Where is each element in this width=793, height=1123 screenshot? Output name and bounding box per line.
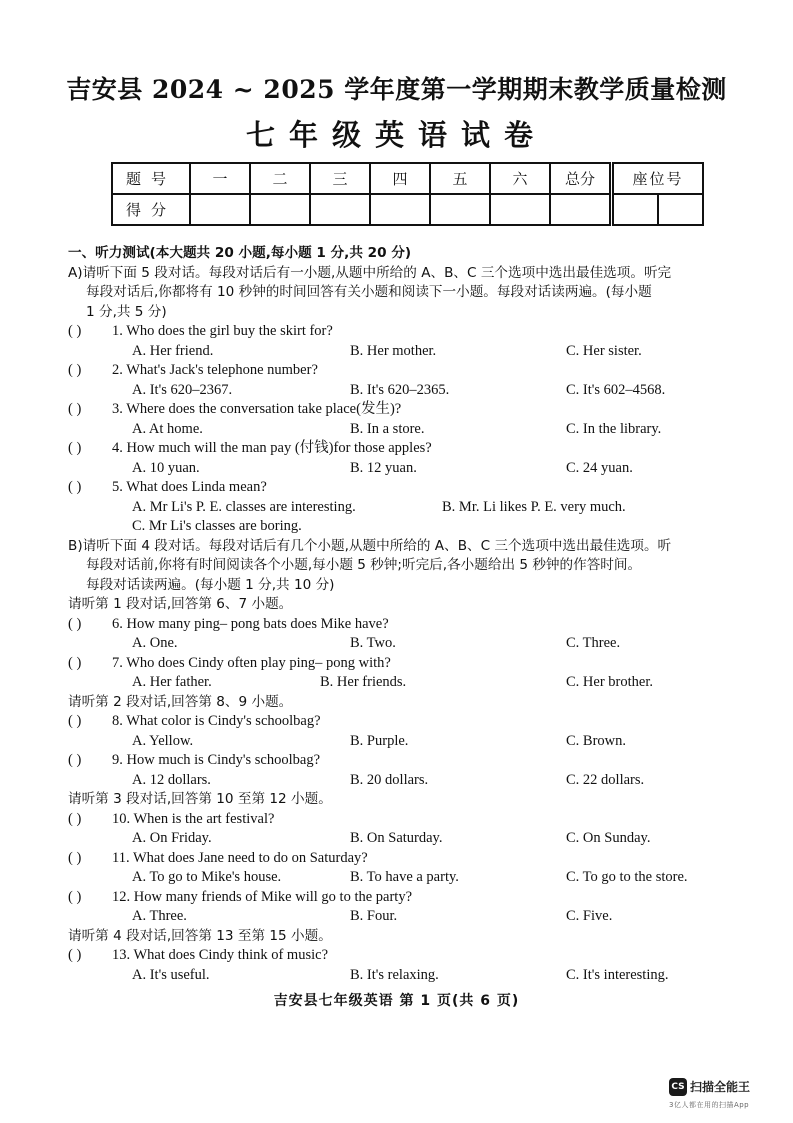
score-cell — [190, 194, 250, 225]
answer-blank[interactable]: ( ) — [68, 479, 82, 495]
options — [68, 966, 748, 986]
option-b: B. To have a party. — [350, 869, 459, 885]
seat-number-cell — [613, 194, 658, 225]
question — [68, 888, 748, 908]
camscanner-logo-icon: CS — [669, 1078, 687, 1096]
options — [68, 342, 748, 362]
question-text: 11. What does Jane need to do on Saturday? — [112, 849, 368, 866]
question — [68, 361, 748, 381]
options — [68, 420, 748, 440]
listening-section — [68, 244, 748, 985]
option-c: C. Five. — [566, 908, 613, 924]
option-b: B. Purple. — [350, 732, 409, 749]
answer-blank[interactable]: ( ) — [68, 401, 82, 417]
options — [68, 634, 748, 654]
option-a: A. One. — [132, 635, 178, 651]
option-a: A. On Friday. — [132, 830, 212, 846]
option-a: A. Yellow. — [132, 732, 194, 749]
answer-blank[interactable]: ( ) — [68, 323, 82, 339]
part-b-instruction: B)请听下面 4 段对话。每段对话后有几个小题,从题中所给的 A、B、C 三个选项中选出最佳选项。听 — [68, 537, 672, 554]
score-col-1: 一 — [190, 163, 250, 194]
question-text: 12. How many friends of Mike will go to the party? — [112, 888, 413, 905]
watermark-app-name: 扫描全能王 — [690, 1080, 751, 1094]
options — [68, 498, 748, 518]
exam-title: 吉安县 2024 ~ 2025 学年度第一学期期末教学质量检测 — [66, 75, 727, 104]
question-text: 7. Who does Cindy often play ping– pong with? — [112, 654, 391, 671]
score-table — [111, 162, 611, 226]
answer-blank[interactable]: ( ) — [68, 810, 82, 827]
option-b: B. It's 620–2365. — [350, 381, 450, 398]
exam-subtitle: 七年级英语试卷 — [245, 118, 547, 152]
dialog-heading: 请听第 3 段对话,回答第 10 至第 12 小题。 — [68, 791, 332, 807]
seat-number-label: 座位号 — [613, 163, 703, 194]
question — [68, 439, 748, 459]
question-text: 2. What's Jack's telephone number? — [112, 362, 318, 378]
option-a: A. Mr Li's P. E. classes are interesting. — [132, 498, 356, 515]
option-c: C. Mr Li's classes are boring. — [132, 518, 302, 534]
option-a: A. It's 620–2367. — [132, 381, 233, 398]
option-a: A. To go to Mike's house. — [132, 869, 282, 885]
question — [68, 615, 748, 635]
option-b: B. In a store. — [350, 420, 425, 437]
scanner-watermark — [669, 1076, 779, 1110]
score-col-3: 三 — [310, 163, 370, 194]
option-b: B. Two. — [350, 635, 396, 651]
score-cell — [370, 194, 430, 225]
option-a: A. 12 dollars. — [132, 771, 211, 788]
question-text: 6. How many ping– pong bats does Mike have? — [112, 615, 389, 632]
question-text: 13. What does Cindy think of music? — [112, 947, 328, 963]
answer-blank[interactable]: ( ) — [68, 888, 82, 905]
dialog-heading: 请听第 4 段对话,回答第 13 至第 15 小题。 — [68, 927, 332, 944]
option-c: C. It's interesting. — [566, 966, 669, 983]
question — [68, 946, 748, 966]
answer-blank[interactable]: ( ) — [68, 654, 82, 671]
score-cell — [490, 194, 550, 225]
question-text: 5. What does Linda mean? — [112, 479, 267, 495]
part-a-instruction: 每段对话后,你都将有 10 秒钟的时间回答有关小题和阅读下一小题。每段对话读两遍。(每小题 — [86, 284, 652, 300]
part-a-instruction: 1 分,共 5 分) — [86, 303, 167, 320]
option-b: B. Her mother. — [350, 342, 437, 359]
options — [68, 459, 748, 479]
options — [68, 732, 748, 752]
option-c: C. On Sunday. — [566, 830, 651, 846]
answer-blank[interactable]: ( ) — [68, 713, 82, 729]
options — [68, 673, 748, 693]
score-col-6: 六 — [490, 163, 550, 194]
option-c: C. Three. — [566, 635, 621, 651]
watermark-tagline: 3亿人都在用的扫描App — [669, 1100, 750, 1109]
part-b-instruction: 每段对话读两遍。(每小题 1 分,共 10 分) — [86, 576, 335, 593]
option-c: C. It's 602–4568. — [566, 381, 666, 398]
question-text: 1. Who does the girl buy the skirt for? — [112, 323, 333, 339]
score-cell — [430, 194, 490, 225]
question-text: 4. How much will the man pay (付钱)for those apples? — [112, 440, 432, 456]
option-c: C. In the library. — [566, 420, 662, 437]
score-cell — [310, 194, 370, 225]
option-c: C. 24 yuan. — [566, 459, 633, 476]
question — [68, 400, 748, 420]
options — [68, 771, 748, 791]
option-b: B. 20 dollars. — [350, 771, 429, 788]
option-a: A. Her father. — [132, 674, 212, 690]
score-col-4: 四 — [370, 163, 430, 194]
question — [68, 810, 748, 830]
dialog-heading: 请听第 1 段对话,回答第 6、7 小题。 — [68, 596, 293, 612]
option-c: C. Her sister. — [566, 342, 642, 359]
part-b-instruction: 每段对话前,你将有时间阅读各个小题,每小题 5 秒钟;听完后,各小题给出 5 秒钟的作答时间。 — [86, 557, 642, 573]
option-c: C. Her brother. — [566, 674, 653, 690]
part-a-instruction: A)请听下面 5 段对话。每段对话后有一小题,从题中所给的 A、B、C 三个选项中选出最佳选项。听完 — [68, 264, 672, 281]
option-b: B. It's relaxing. — [350, 966, 439, 983]
question — [68, 712, 748, 732]
option-b: B. On Saturday. — [350, 830, 443, 846]
answer-blank[interactable]: ( ) — [68, 947, 82, 963]
option-a: A. At home. — [132, 420, 203, 437]
score-cell — [550, 194, 610, 225]
seat-number-table — [612, 162, 704, 226]
question — [68, 751, 748, 771]
option-a: A. 10 yuan. — [132, 459, 200, 476]
option-c: C. To go to the store. — [566, 869, 688, 885]
section-title: 一、听力测试(本大题共 20 小题,每小题 1 分,共 20 分) — [68, 245, 412, 261]
question-text: 3. Where does the conversation take place(发生)? — [112, 401, 402, 417]
question-text: 8. What color is Cindy's schoolbag? — [112, 713, 321, 729]
score-col-2: 二 — [250, 163, 310, 194]
options — [68, 868, 748, 888]
option-b: B. Her friends. — [320, 674, 407, 690]
question — [68, 654, 748, 674]
option-c: C. 22 dollars. — [566, 771, 645, 788]
seat-number-cell — [658, 194, 703, 225]
page-footer: 吉安县七年级英语 第 1 页(共 6 页) — [273, 993, 520, 1009]
score-col-5: 五 — [430, 163, 490, 194]
answer-blank[interactable]: ( ) — [68, 615, 82, 632]
question — [68, 478, 748, 498]
options — [68, 907, 748, 927]
options — [68, 829, 748, 849]
score-cell — [250, 194, 310, 225]
question — [68, 849, 748, 869]
score-col-total: 总分 — [550, 163, 610, 194]
options — [68, 381, 748, 401]
answer-blank[interactable]: ( ) — [68, 440, 82, 456]
option-a: A. Three. — [132, 908, 187, 924]
option-b: B. 12 yuan. — [350, 459, 417, 476]
option-a: A. Her friend. — [132, 342, 214, 359]
dialog-heading: 请听第 2 段对话,回答第 8、9 小题。 — [68, 693, 293, 710]
question-text: 9. How much is Cindy's schoolbag? — [112, 752, 321, 768]
question — [68, 322, 748, 342]
option-b: B. Mr. Li likes P. E. very much. — [442, 498, 626, 515]
option-c: C. Brown. — [566, 732, 627, 749]
option-a: A. It's useful. — [132, 966, 210, 983]
answer-blank[interactable]: ( ) — [68, 849, 82, 866]
score-row-label: 得分 — [112, 194, 190, 225]
options — [68, 517, 748, 537]
question-text: 10. When is the art festival? — [112, 810, 275, 827]
answer-blank[interactable]: ( ) — [68, 752, 82, 768]
score-table-header-label: 题号 — [112, 163, 190, 194]
option-b: B. Four. — [350, 908, 398, 924]
answer-blank[interactable]: ( ) — [68, 362, 82, 378]
